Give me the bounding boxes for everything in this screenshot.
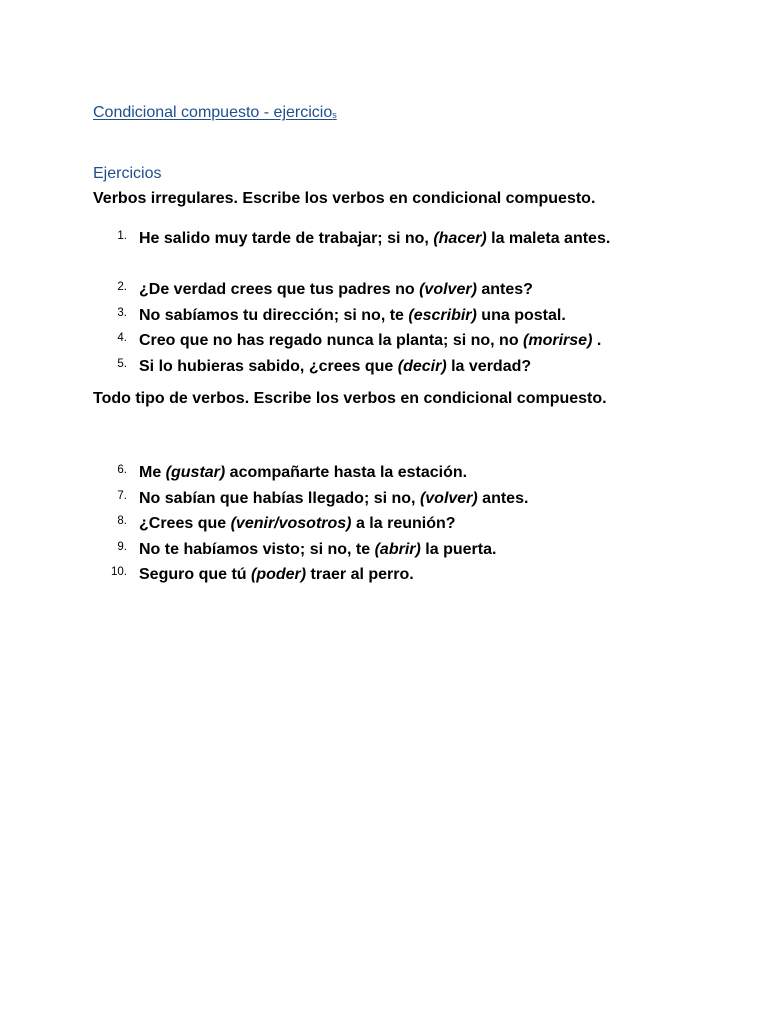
verb-hint: (volver): [419, 281, 477, 299]
sentence-text-after: la maleta antes.: [486, 230, 611, 247]
sentence-text-before: No sabíamos tu dirección; si no, te: [139, 306, 409, 324]
sentence-text-after: una postal.: [476, 306, 566, 324]
exercise-number: 6.: [117, 464, 127, 476]
exercise-number: 9.: [117, 540, 127, 553]
exercise-sentence: [139, 486, 659, 512]
exercise-sentence: [139, 562, 659, 588]
exercise-sentence: [139, 354, 659, 380]
exercise-item-5: [0, 354, 768, 380]
exercise-list-irregular: [0, 226, 768, 380]
exercise-sentence: [139, 303, 659, 329]
verb-hint: (decir): [397, 357, 447, 375]
verb-hint: (volver): [419, 489, 478, 507]
exercise-number: 8.: [117, 515, 127, 528]
sentence-text-before: Si lo hubieras sabido, ¿crees que: [139, 357, 398, 375]
instruction-all-verbs: Todo tipo de verbos. Escribe los verbos en condicional compuesto.: [93, 390, 607, 407]
sentence-text-after: acompañarte hasta la estación.: [225, 464, 468, 481]
exercise-number: 4.: [117, 332, 127, 345]
sentence-text-before: Me: [139, 464, 166, 481]
exercise-sentence: [139, 226, 659, 252]
sentence-text-after: antes?: [476, 281, 533, 299]
exercise-number: 10.: [111, 566, 127, 579]
document-title-main: Condicional compuesto - ejercicio: [93, 104, 333, 121]
verb-hint: (poder): [251, 566, 307, 584]
exercise-sentence: [139, 277, 659, 303]
exercise-item-2: [0, 277, 768, 303]
document-title-tail: s: [332, 110, 337, 120]
exercise-sentence: [139, 511, 659, 537]
sentence-text-after: a la reunión?: [351, 515, 456, 533]
exercise-sentence: [139, 537, 659, 563]
exercise-number: 3.: [117, 306, 127, 319]
sentence-text-before: ¿Crees que: [139, 515, 231, 533]
exercise-number: 7.: [117, 489, 127, 502]
verb-hint: (venir/vosotros): [230, 515, 352, 533]
exercise-number: 5.: [117, 357, 127, 370]
sentence-text-before: Seguro que tú: [139, 566, 251, 584]
sentence-text-before: He salido muy tarde de trabajar; si no,: [139, 230, 434, 247]
exercise-item-7: [0, 486, 768, 512]
verb-hint: (morirse): [523, 332, 593, 350]
exercise-list-all: [0, 460, 768, 588]
sentence-text-before: No te habíamos visto; si no, te: [139, 540, 375, 558]
exercise-number: 1.: [117, 230, 127, 242]
sentence-text-after: traer al perro.: [306, 566, 414, 584]
verb-hint: (abrir): [374, 540, 421, 558]
verb-hint: (gustar): [165, 464, 226, 481]
sentence-text-after: la verdad?: [446, 357, 532, 375]
instruction-irregular-verbs: Verbos irregulares. Escribe los verbos en condicional compuesto.: [93, 190, 596, 207]
sentence-text-before: Creo que no has regado nunca la planta; si no, no: [139, 332, 524, 350]
sentence-text-after: la puerta.: [420, 540, 497, 558]
exercise-item-8: [0, 511, 768, 537]
verb-hint: (hacer): [433, 230, 487, 247]
exercise-item-6: [0, 460, 768, 486]
sentence-text-before: No sabían que habías llegado; si no,: [139, 489, 420, 507]
exercise-item-10: [0, 562, 768, 588]
exercise-item-4: [0, 328, 768, 354]
sentence-text-after: antes.: [477, 489, 529, 507]
section-heading: Ejercicios: [93, 165, 162, 182]
exercise-sentence: [139, 460, 659, 486]
exercise-item-9: [0, 537, 768, 563]
exercise-sentence: [139, 328, 659, 354]
document-title: [93, 104, 337, 122]
exercise-item-3: [0, 303, 768, 329]
sentence-text-after: .: [592, 332, 602, 350]
exercise-number: 2.: [117, 281, 127, 294]
sentence-text-before: ¿De verdad crees que tus padres no: [139, 281, 420, 299]
exercise-item-1: [0, 226, 768, 277]
verb-hint: (escribir): [408, 306, 477, 324]
